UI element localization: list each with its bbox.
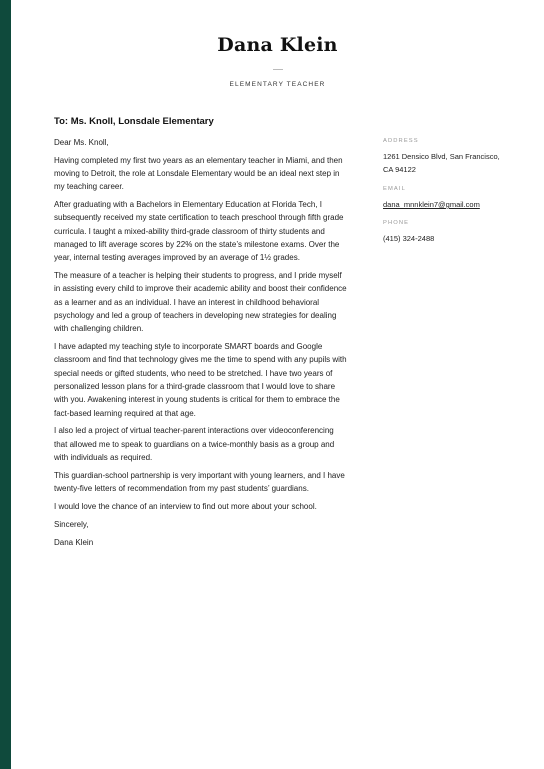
paragraph: This guardian-school partnership is very important with young learners, and I have twenty-five letters of recommendation from my past students’ guardians. [54,470,345,494]
contact-sidebar [383,138,508,245]
address-line-1: 1261 Densico Blvd, San Francisco, [383,152,500,161]
paragraph: The measure of a teacher is helping their students to progress, and I pride myself in assisting every child to improve their academic ability and boost their confidence as a learner and as an individual. I have an interest in childhood behavioral psychology and led a group of teachers in developing new strategies for dealing with challenging children. [54,271,347,334]
email-label: EMAIL [383,186,406,192]
signature: Dana Klein [54,537,94,547]
paragraph: I also led a project of virtual teacher-parent interactions over videoconferencing that allowed me to speak to guardians on a twice-monthly basis as a group and with individuals as required. [54,426,335,463]
letter-body [54,136,347,553]
closing: Sincerely, [54,519,89,529]
paragraph: I have adapted my teaching style to incorporate SMART boards and Google classroom and find that technology gives me the time to spend with any pupils with special needs or gifted students, who need to be stretched. I have two years of personalized lesson plans for a third-grade classroom that I would love to share with you. Awakening interest in young students is critical for them to embrace the fact-based learning required at that age. [54,342,347,418]
accent-bar [0,0,11,769]
email-link[interactable]: dana_mnnklein7@gmail.com [383,200,480,209]
phone-number: (415) 324-2488 [383,234,435,243]
salutation: Dear Ms. Knoll, [54,138,109,147]
phone-label: PHONE [383,220,410,226]
paragraph: Having completed my first two years as an elementary teacher in Miami, and then moving to Detroit, the role at Lonsdale Elementary would be an ideal next step in my teaching career. [54,155,343,192]
header-divider [273,69,283,70]
applicant-name: Dana Klein [217,34,338,56]
recipient-line: To: Ms. Knoll, Lonsdale Elementary [54,116,214,127]
address-line-2: CA 94122 [383,165,416,174]
address-label: ADDRESS [383,138,419,144]
paragraph: I would love the chance of an interview to find out more about your school. [54,501,317,511]
letter-header [11,34,544,88]
job-title: ELEMENTARY TEACHER [229,81,326,88]
paragraph: After graduating with a Bachelors in Elementary Education at Florida Tech, I subsequently received my state certification to teach preschool through fifth grade curricula. I taught a mixed-ability third-grade classroom of thirty students and managed to lift average scores by 22% on the state’s milestone exams. Over the year, internal testing averages improved by an average of 1½ grades. [54,200,344,263]
